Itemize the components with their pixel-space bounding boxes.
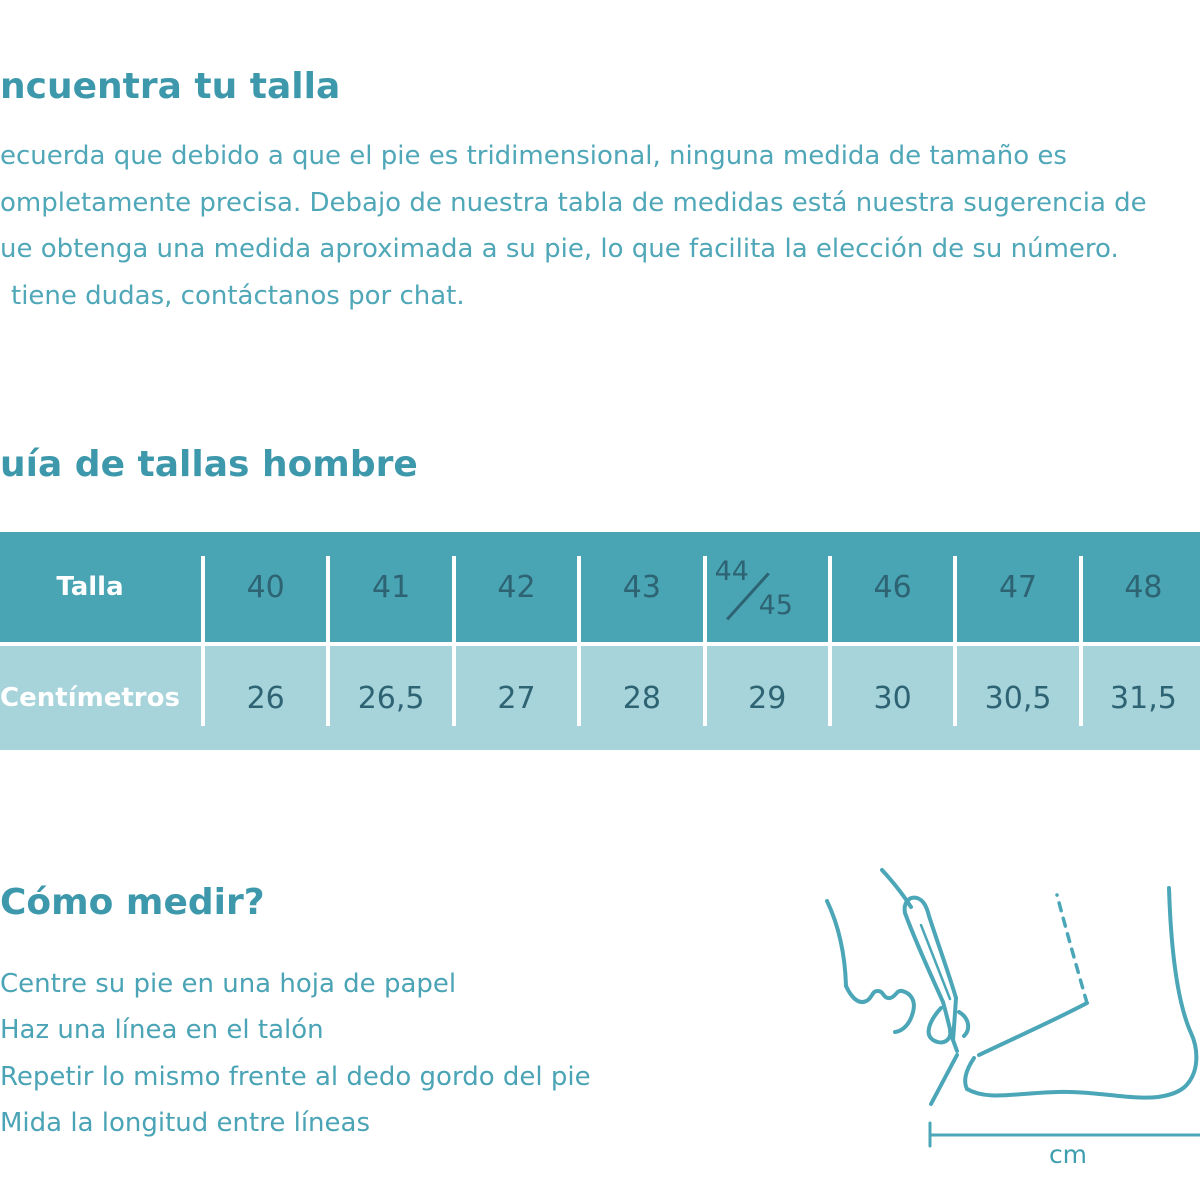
size-value-bottom: 45 (758, 590, 793, 621)
cm-cell: 27 (497, 680, 536, 716)
cm-cell: 30,5 (984, 680, 1052, 716)
cm-cell: 31,5 (1110, 680, 1177, 716)
column-divider (452, 556, 456, 726)
size-cell: 46 (873, 569, 912, 605)
table-row-centimeters (0, 642, 1200, 750)
how-to-measure-title: Cómo medir? (0, 882, 265, 923)
column-divider (201, 556, 205, 726)
row-label: Talla (56, 572, 124, 602)
size-cell: 47 (998, 569, 1038, 605)
step-item: Haz una línea en el talón (0, 1015, 324, 1046)
step-item: Mida la longitud entre líneas (0, 1108, 371, 1139)
step-item: Centre su pie en una hoja de papel (0, 969, 457, 999)
intro-line: ue obtenga una medida aproximada a su pie, lo que facilita la elección de su número. (0, 234, 1119, 264)
size-cell-split (705, 532, 830, 642)
cm-cell: 29 (748, 680, 787, 716)
size-table (0, 532, 1200, 750)
column-divider (1079, 556, 1083, 726)
row-label-cell (0, 646, 203, 750)
size-guide-title: uía de tallas hombre (0, 444, 418, 485)
column-divider (577, 556, 581, 726)
steps-list (0, 961, 591, 1147)
size-cell: 43 (622, 569, 661, 605)
cm-cell: 26 (246, 680, 285, 716)
column-divider (953, 556, 957, 726)
size-cell: 40 (246, 569, 285, 605)
table-row-talla (0, 532, 1200, 642)
foot-measuring-illustration (770, 850, 1200, 1180)
row-label-cell (0, 532, 203, 642)
intro-line: tiene dudas, contáctanos por chat. (11, 280, 465, 311)
intro-line: ompletamente precisa. Debajo de nuestra tabla de medidas está nuestra sugerencia de (0, 187, 1147, 218)
intro-line: ecuerda que debido a que el pie es tridimensional, ninguna medida de tamaño es (0, 141, 1067, 171)
size-cell: 48 (1124, 569, 1163, 605)
column-divider (828, 556, 832, 726)
cm-cell: 30 (873, 680, 912, 716)
step-item: Repetir lo mismo frente al dedo gordo del pie (0, 1061, 591, 1092)
foot-outline (965, 888, 1196, 1098)
intro-paragraph (0, 133, 1147, 319)
size-cell: 42 (497, 569, 536, 605)
row-label: Centímetros (0, 683, 180, 713)
column-divider (703, 556, 707, 726)
size-value-top: 44 (714, 556, 749, 587)
column-divider (326, 556, 330, 726)
unit-label: cm (1048, 1140, 1088, 1169)
hand-with-pen-drawing (827, 870, 968, 1104)
cm-cell: 28 (622, 680, 661, 716)
cm-cell: 26,5 (357, 680, 425, 716)
size-cell: 41 (371, 569, 411, 605)
page-title: ncuentra tu talla (0, 66, 341, 107)
